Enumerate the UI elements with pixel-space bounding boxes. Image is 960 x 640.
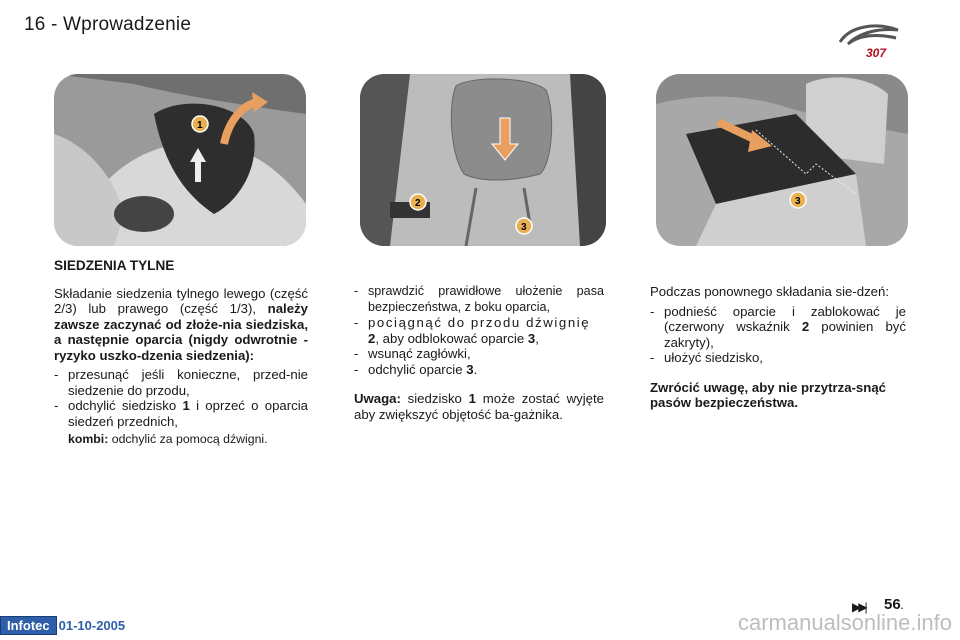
list-item: - wsunąć zagłówki, (354, 346, 471, 361)
next-page-arrow-icon[interactable]: ▶▶| (852, 600, 865, 614)
list-item: - odchylić oparcie 3. (354, 361, 478, 377)
page-number: 56. (884, 596, 904, 613)
figure-backrest-folded (656, 74, 908, 246)
logo-text: 307 (866, 46, 887, 60)
fold-steps-list (54, 367, 308, 429)
fig1-callout: 1 (197, 120, 203, 131)
remark-paragraph: Uwaga: siedzisko 1 może zostać wyjęte aby zwiększyć objętość ba-gażnika. (354, 391, 604, 422)
watermark: carmanualsonline.info (737, 610, 952, 635)
refold-intro: Podczas ponownego składania sie-dzeń: (650, 284, 889, 299)
kombi-text: odchylić za pomocą dźwigni. (111, 432, 268, 446)
list-item: - odchylić siedzisko 1 i oprzeć o oparcia siedzeń przednich, (54, 398, 309, 429)
column-refolding (650, 284, 906, 411)
list-item: - ułożyć siedzisko, (650, 350, 763, 365)
list-item: - pociągnąć do przodu dźwignię 2, aby odblokować oparcie 3, (354, 315, 591, 346)
header-section-title: Wprowadzenie (63, 14, 192, 35)
fig2-callout-lever: 2 (415, 198, 421, 209)
fig3-callout: 3 (795, 196, 801, 207)
column-backrest-steps (354, 284, 604, 422)
footer (0, 616, 125, 634)
backrest-steps-list (354, 284, 604, 377)
figure-backrest-release (360, 74, 606, 246)
refold-steps-list (650, 304, 906, 366)
kombi-label: kombi: (68, 432, 109, 446)
intro-paragraph (54, 286, 308, 364)
figure-backrest-release-image (360, 74, 606, 246)
list-item: - przesunąć jeśli konieczne, przed-nie siedzenie do przodu, (54, 367, 308, 398)
header-separator: - (51, 14, 58, 35)
figure-seat-fold-image (54, 74, 306, 246)
fig2-callout-backrest: 3 (521, 222, 527, 233)
list-item: - sprawdzić prawidłowe ułożenie pasa bezpieczeństwa, z boku oparcia, (354, 284, 604, 314)
section-heading: SIEDZENIA TYLNE (54, 258, 175, 273)
header-page-number: 16 (24, 14, 46, 35)
kombi-note (54, 432, 308, 448)
figure-backrest-folded-image (656, 74, 908, 246)
page-header (24, 14, 191, 36)
list-item: - podnieść oparcie i zablokować je (czerwony wskaźnik 2 powinien być zakryty), (650, 303, 906, 350)
footer-date: 01-10-2005 (58, 617, 126, 633)
column-rear-seats (54, 258, 308, 448)
intro-text: Składanie siedzenia tylnego lewego (część 2/3) lub prawego (część 1/3), (54, 285, 308, 316)
peugeot-307-logo (836, 20, 902, 60)
infotec-brand: Infotec (0, 616, 57, 635)
intro-warning: należy zawsze zaczynać od złoże-nia siedziska, a następnie oparcia (nigdy odwrotnie - ryzyko uszko-dzenia siedzenia): (54, 301, 308, 363)
seatbelt-warning: Zwrócić uwagę, aby nie przytrza-snąć pasów bezpieczeństwa. (650, 379, 886, 410)
figure-seat-fold (54, 74, 306, 246)
remark-label: Uwaga: (354, 391, 401, 406)
